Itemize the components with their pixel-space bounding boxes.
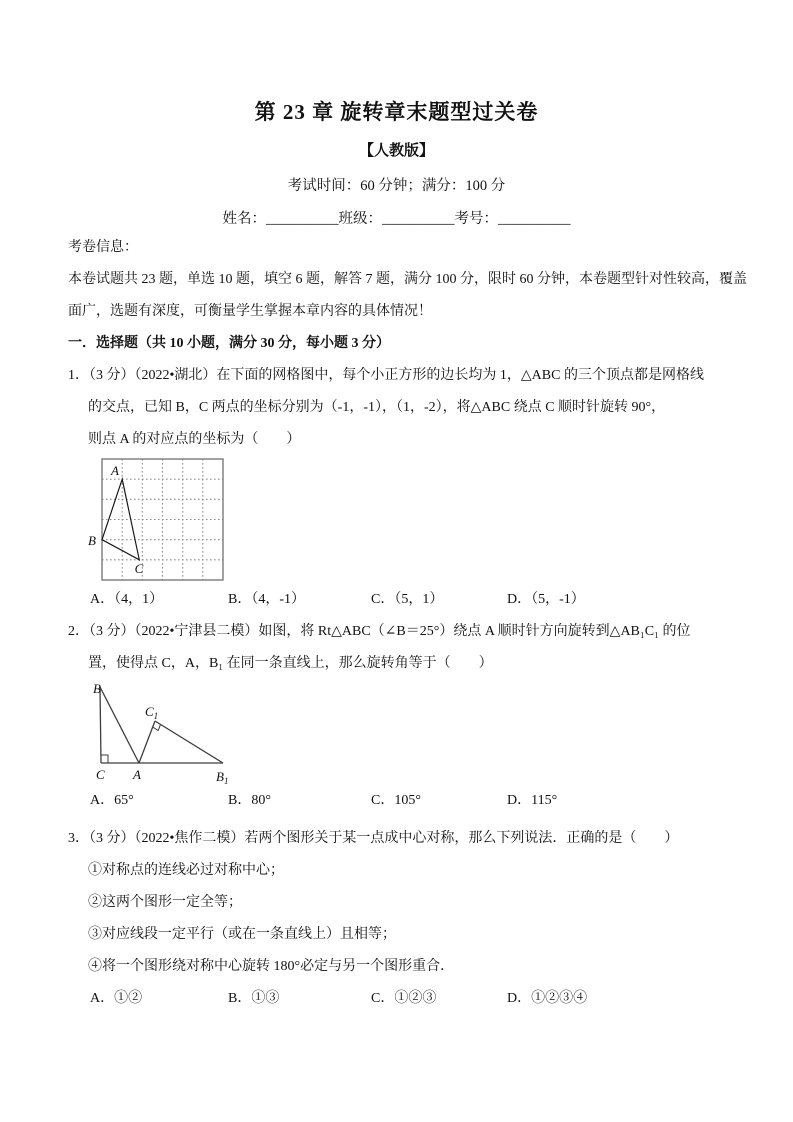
info-line: 面广，选题有深度，可衡量学生掌握本章内容的具体情况！	[68, 304, 432, 319]
q1-line: 的交点，已知 B，C 两点的坐标分别为（-1，-1），（1，-2），将△ABC 绕点 C 顺时针旋转 90°，	[88, 400, 666, 415]
q2-line: 置，使得点 C，A，B₁ 在同一条直线上，那么旋转角等于（ ）	[88, 656, 493, 671]
name-blank: __________	[266, 211, 339, 227]
q3-option-c: C．①②③	[371, 991, 437, 1006]
q3-option-a: A．①②	[90, 991, 143, 1006]
class-label: 班级：	[338, 211, 382, 227]
q3-statement: ②这两个图形一定全等；	[88, 895, 242, 910]
vertex-a-label: A	[133, 767, 141, 782]
q3-option-b: B．①③	[228, 991, 280, 1006]
exam-meta: 考试时间：60 分钟；满分：100 分	[287, 178, 506, 194]
q1-option-c: C．（5，1）	[371, 592, 444, 607]
q3-statement: ④将一个图形绕对称中心旋转 180°必定与另一个图形重合．	[88, 959, 455, 974]
info-heading: 考卷信息：	[68, 240, 138, 255]
class-blank: __________	[382, 211, 455, 227]
q2-option-c: C．105°	[371, 793, 421, 808]
q1-option-d: D．（5，-1）	[507, 592, 585, 607]
q2-options	[68, 785, 725, 817]
q2-line: 2．（3 分）（2022•宁津县二模）如图，将 Rt△ABC（∠B＝25°）绕点 A 顺时针方向旋转到△AB₁C₁ 的位	[68, 624, 691, 639]
vertex-c-label: C	[96, 767, 105, 782]
q1-option-a: A．（4，1）	[90, 592, 164, 607]
name-class-id-line	[68, 209, 725, 229]
grid-triangle-diagram	[88, 456, 238, 584]
section-heading: 一．选择题（共 10 小题，满分 30 分，每小题 3 分）	[68, 336, 390, 351]
q1-line: 则点 A 的对应点的坐标为（ ）	[88, 432, 301, 447]
q3-options	[68, 983, 725, 1015]
info-line: 本卷试题共 23 题，单选 10 题，填空 6 题，解答 7 题，满分 100 分，限时 60 分钟，本卷题型针对性较高，覆盖	[68, 272, 747, 287]
rotated-triangle-diagram	[93, 680, 248, 785]
q3-statement: ①对称点的连线必过对称中心；	[88, 863, 284, 878]
id-label: 考号：	[454, 211, 498, 227]
vertex-b-label: B	[88, 533, 96, 548]
vertex-c-label: C	[134, 561, 144, 576]
vertex-b1-label: $B_1$	[216, 769, 229, 785]
q3-statement: ③对应线段一定平行（或在一条直线上）且相等；	[88, 927, 396, 942]
name-label: 姓名：	[222, 211, 266, 227]
q2-rotation-figure	[93, 680, 725, 785]
q3-option-d: D．①②③④	[507, 991, 588, 1006]
q1-option-b: B．（4，-1）	[228, 592, 305, 607]
vertex-c1-label: $C_1$	[145, 704, 159, 721]
q3-line: 3．（3 分）（2022•焦作二模）若两个图形关于某一点成中心对称，那么下列说法．正确的是（ ）	[68, 831, 679, 846]
page-title: 第 23 章 旋转章末题型过关卷	[254, 100, 539, 124]
vertex-a-label: A	[111, 463, 119, 478]
vertex-b-label: B	[93, 681, 101, 696]
q1-grid-figure	[88, 456, 725, 584]
id-blank: __________	[498, 211, 571, 227]
grid-dotted-lines	[102, 459, 223, 580]
triangle-lines	[100, 687, 223, 763]
q1-line: 1．（3 分）（2022•湖北）在下面的网格图中，每个小正方形的边长均为 1，△ABC 的三个顶点都是网格线	[68, 368, 704, 383]
q2-option-d: D．115°	[507, 793, 558, 808]
q2-option-b: B．80°	[228, 793, 271, 808]
q2-option-a: A．65°	[90, 793, 134, 808]
q1-options	[68, 584, 725, 616]
edition-label: 【人教版】	[358, 143, 434, 159]
